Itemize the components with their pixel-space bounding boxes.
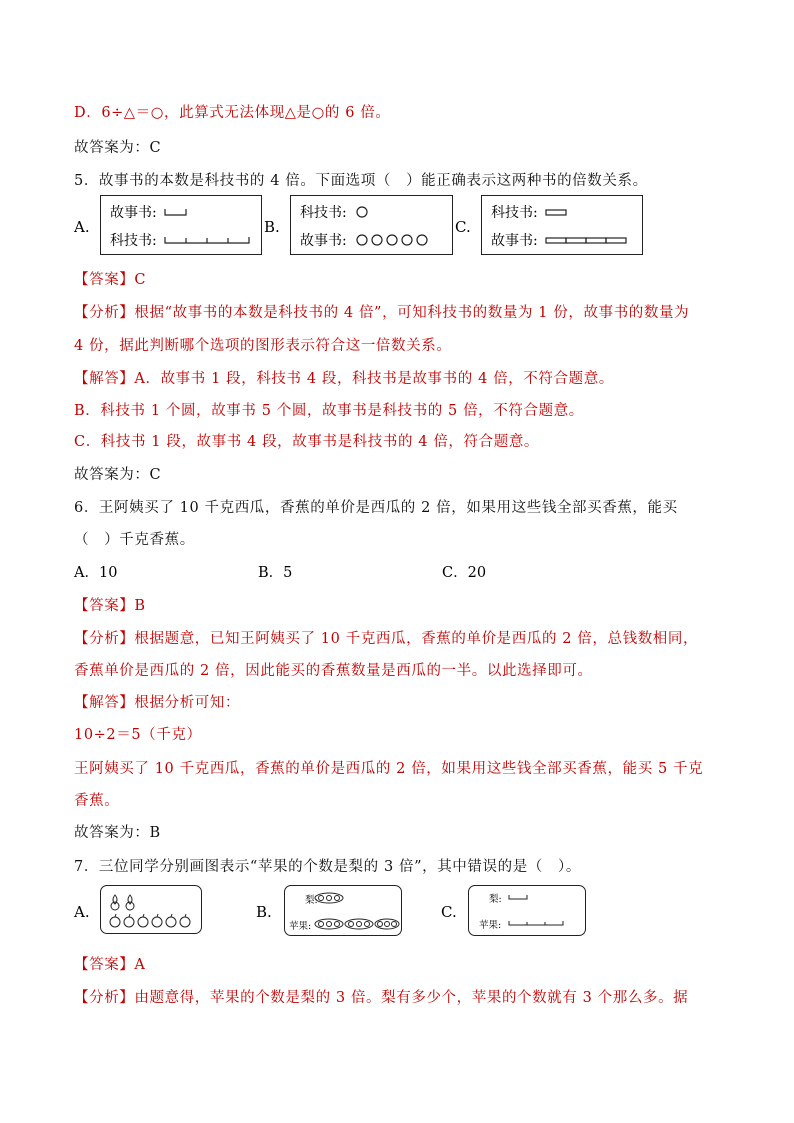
q5-final-answer: 故答案为：C	[74, 467, 162, 483]
q6-analysis-1: 【分析】根据题意，已知王阿姨买了 10 千克西瓜，香蕉的单价是西瓜的 2 倍，总钱数相同，	[74, 631, 699, 647]
question-7: 7．三位同学分别画图表示“苹果的个数是梨的 3 倍”，其中错误的是（ ）。	[74, 859, 581, 875]
q6-option-b: B．5	[258, 565, 293, 581]
q5-analysis-1: 【分析】根据“故事书的本数是科技书的 4 倍”，可知科技书的数量为 1 份，故事书的数量为	[74, 305, 690, 321]
q5b-circles	[291, 196, 451, 254]
q5-answer: 【答案】C	[74, 272, 147, 288]
answer-line: 故答案为：C	[74, 140, 162, 156]
question-6-line-2: （ ）千克香蕉。	[74, 532, 195, 548]
q7b-pear-label: 梨:	[305, 895, 318, 906]
q5-solution-a: 【解答】A．故事书 1 段，科技书 4 段，科技书是故事书的 4 倍，不符合题意。	[74, 371, 614, 387]
q5-option-b-figure	[290, 195, 453, 255]
q6-solution-2: 香蕉。	[74, 793, 120, 809]
q7b-ovals	[285, 886, 401, 935]
solution-option-d: D．6÷△＝○，此算式无法体现△是○的 6 倍。	[74, 105, 391, 121]
q6-calculation: 10÷2＝5（千克）	[74, 727, 202, 743]
q5-option-c-label: C.	[455, 218, 471, 236]
q7-option-a-figure	[100, 885, 202, 934]
q7c-segments	[469, 886, 585, 935]
q6-option-c: C．20	[442, 565, 487, 581]
q5-option-b-label: B.	[264, 218, 280, 236]
q5-option-a-figure	[100, 195, 262, 255]
q7a-fruits	[101, 886, 201, 933]
q7b-apple-label: 苹果:	[289, 921, 312, 932]
q5c-bars	[482, 196, 642, 254]
q7c-apple-label: 苹果:	[479, 920, 502, 931]
q5b-story-label: 故事书:	[300, 233, 347, 249]
q6-solution-1: 王阿姨买了 10 千克西瓜，香蕉的单价是西瓜的 2 倍，如果用这些钱全部买香蕉，能买 5 千克	[74, 761, 704, 777]
q5a-tech-label: 科技书:	[110, 233, 157, 249]
q7-option-b-label: B.	[256, 903, 272, 921]
question-6-line-1: 6．王阿姨买了 10 千克西瓜，香蕉的单价是西瓜的 2 倍，如果用这些钱全部买香蕉，能买	[74, 500, 678, 516]
q7-option-b-figure	[284, 885, 402, 936]
q5a-story-label: 故事书:	[110, 205, 157, 221]
q5c-tech-label: 科技书:	[491, 205, 538, 221]
q7-option-c-figure	[468, 885, 586, 936]
question-5: 5．故事书的本数是科技书的 4 倍。下面选项（ ）能正确表示这两种书的倍数关系。	[74, 173, 648, 189]
q5-analysis-2: 4 份，据此判断哪个选项的图形表示符合这一倍数关系。	[74, 338, 452, 354]
q6-answer: 【答案】B	[74, 598, 146, 614]
q6-option-a: A．10	[74, 565, 118, 581]
q7c-pear-label: 梨:	[489, 894, 502, 905]
q5-option-a-label: A.	[74, 218, 90, 236]
q5a-segments	[101, 196, 261, 254]
q5-option-c-figure	[481, 195, 643, 255]
q7-analysis-1: 【分析】由题意得，苹果的个数是梨的 3 倍。梨有多少个，苹果的个数就有 3 个那么多。据	[74, 990, 689, 1006]
q5-solution-b: B．科技书 1 个圆，故事书 5 个圆，故事书是科技书的 5 倍，不符合题意。	[74, 403, 584, 419]
q5-solution-c: C．科技书 1 段，故事书 4 段，故事书是科技书的 4 倍，符合题意。	[74, 434, 540, 450]
q6-solution-title: 【解答】根据分析可知：	[74, 695, 241, 711]
q6-final-answer: 故答案为：B	[74, 825, 161, 841]
q6-analysis-2: 香蕉单价是西瓜的 2 倍，因此能买的香蕉数量是西瓜的一半。以此选择即可。	[74, 663, 593, 679]
q7-option-c-label: C.	[441, 903, 457, 921]
q5b-tech-label: 科技书:	[300, 205, 347, 221]
q5c-story-label: 故事书:	[491, 233, 538, 249]
q7-option-a-label: A.	[74, 903, 90, 921]
q7-answer: 【答案】A	[74, 957, 146, 973]
